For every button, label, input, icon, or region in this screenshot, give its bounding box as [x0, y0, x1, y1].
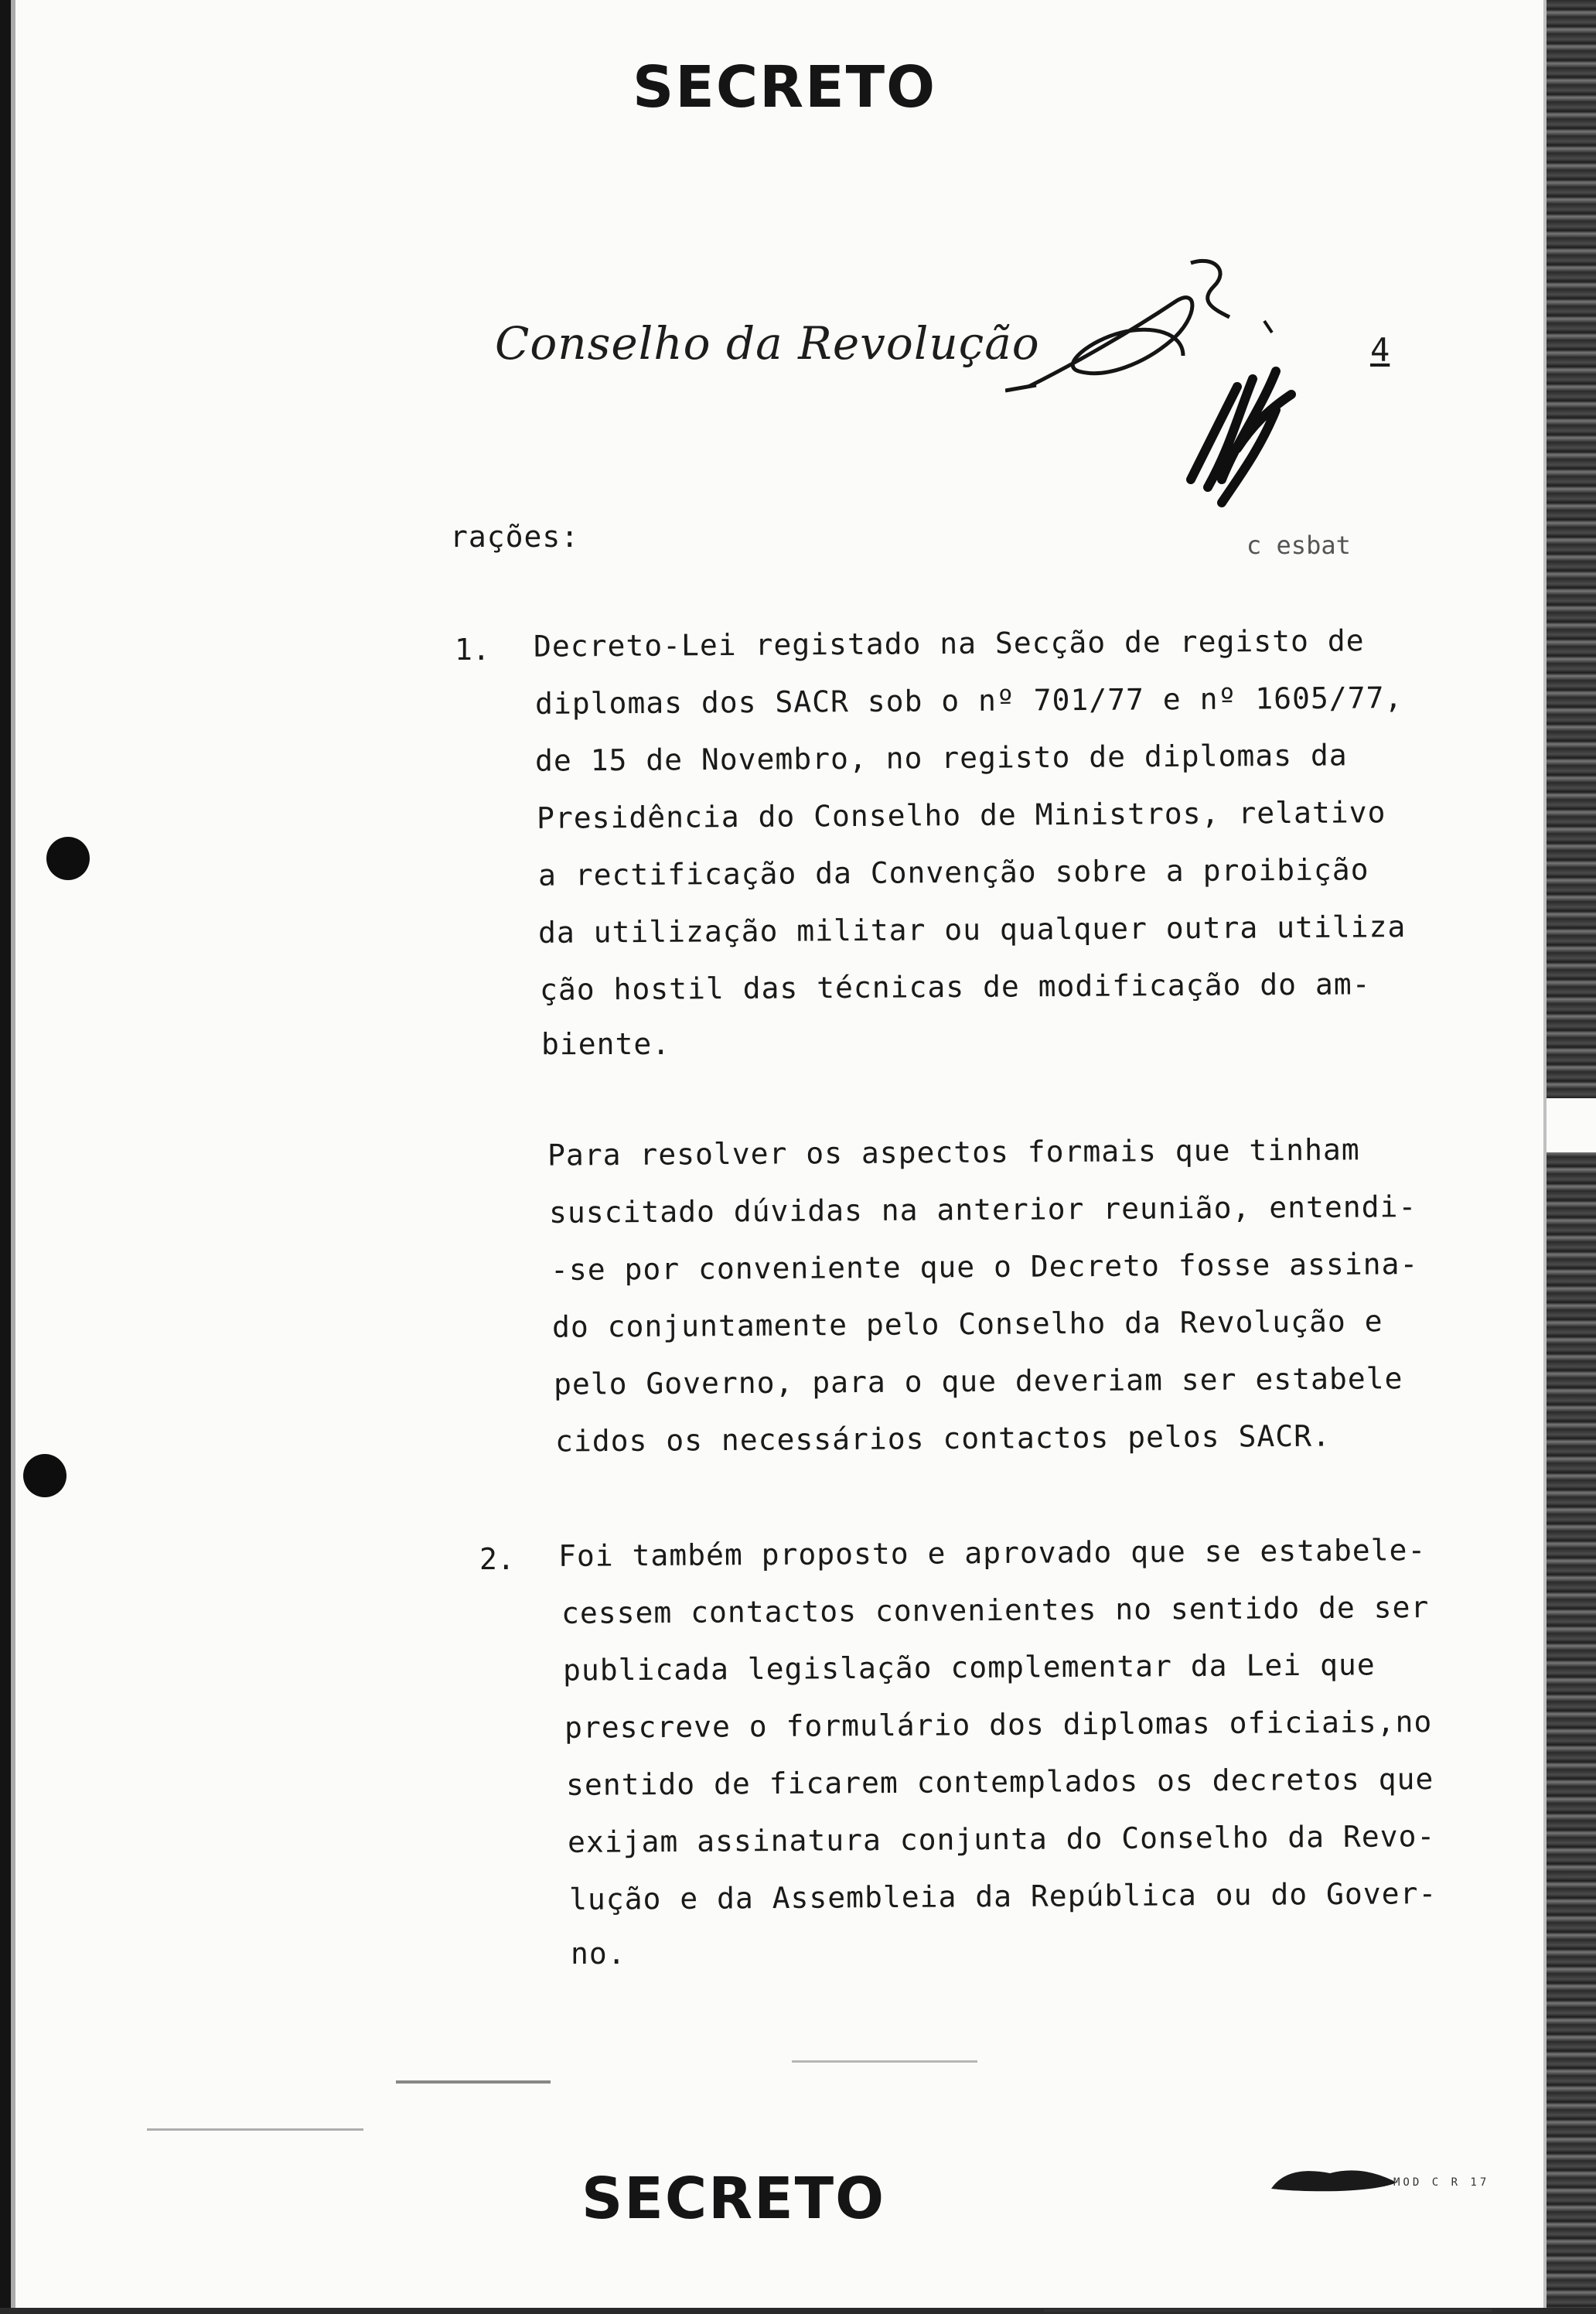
item-line: Decreto-Lei registado na Secção de registo de [533, 623, 1365, 664]
scan-smudge [1044, 2309, 1492, 2312]
handwritten-signature [1005, 247, 1330, 510]
item-line: a rectificação da Convenção sobre a proibição [537, 852, 1369, 892]
scan-edge-left-shadow [11, 0, 15, 2314]
scan-edge-right [1547, 0, 1596, 2314]
paragraph-line: cidos os necessários contactos pelos SACR. [554, 1418, 1332, 1459]
scan-edge-right-gap [1547, 1098, 1596, 1152]
item-line: Presidência do Conselho de Ministros, relativo [536, 795, 1386, 835]
item-line: biente. [541, 1027, 671, 1061]
item-number: 1. [455, 633, 490, 667]
item-line: diplomas dos SACR sob o nº 701/77 e nº 1605/77, [534, 681, 1403, 721]
section-header-fragment: rações: [450, 520, 580, 554]
punch-hole [23, 1454, 66, 1497]
item-line: lução e da Assembleia da República ou do Gover- [568, 1876, 1437, 1916]
item-line: da utilização militar ou qualquer outra utiliza [537, 910, 1407, 950]
scan-edge-right-line [1543, 0, 1547, 2314]
item-line: no. [571, 1937, 626, 1971]
scan-smudge [792, 2060, 977, 2063]
form-code: MOD C R 17 [1393, 2176, 1490, 2189]
scan-smudge [147, 2128, 363, 2131]
item-line: cessem contactos convenientes no sentido de ser [561, 1590, 1430, 1630]
page-number: 4 [1370, 331, 1390, 369]
classification-stamp-bottom: SECRETO [581, 2166, 886, 2232]
letterhead-title: Conselho da Revolução [495, 317, 1040, 370]
item-line: publicada legislação complementar da Lei que [562, 1647, 1376, 1688]
item-line: exijam assinatura conjunta do Conselho da Revo- [567, 1819, 1436, 1859]
marginal-note: c esbat [1246, 531, 1351, 560]
item-line: Foi também proposto e aprovado que se estabele- [558, 1533, 1427, 1573]
item-line: de 15 de Novembro, no registo de diplomas da [534, 738, 1348, 778]
paragraph-line: pelo Governo, para o que deveriam ser estabele [553, 1361, 1403, 1401]
paragraph-line: Para resolver os aspectos formais que tinham [547, 1132, 1360, 1172]
item-line: sentido de ficarem contemplados os decretos que [565, 1762, 1434, 1802]
paragraph-line: do conjuntamente pelo Conselho da Revolução e [551, 1304, 1383, 1344]
paragraph-line: -se por conveniente que o Decreto fosse assina- [550, 1247, 1419, 1287]
paragraph-line: suscitado dúvidas na anterior reunião, entendi- [548, 1189, 1417, 1230]
item-line: ção hostil das técnicas de modificação do am- [539, 967, 1371, 1007]
item-line: prescreve o formulário dos diplomas oficiais,no [564, 1705, 1433, 1745]
scan-smudge [396, 2080, 551, 2084]
punch-hole [46, 837, 90, 880]
item-number: 2. [479, 1542, 515, 1576]
footer-ink-blot [1268, 2166, 1400, 2193]
classification-stamp-top: SECRETO [633, 54, 937, 121]
scan-edge-left [0, 0, 11, 2314]
